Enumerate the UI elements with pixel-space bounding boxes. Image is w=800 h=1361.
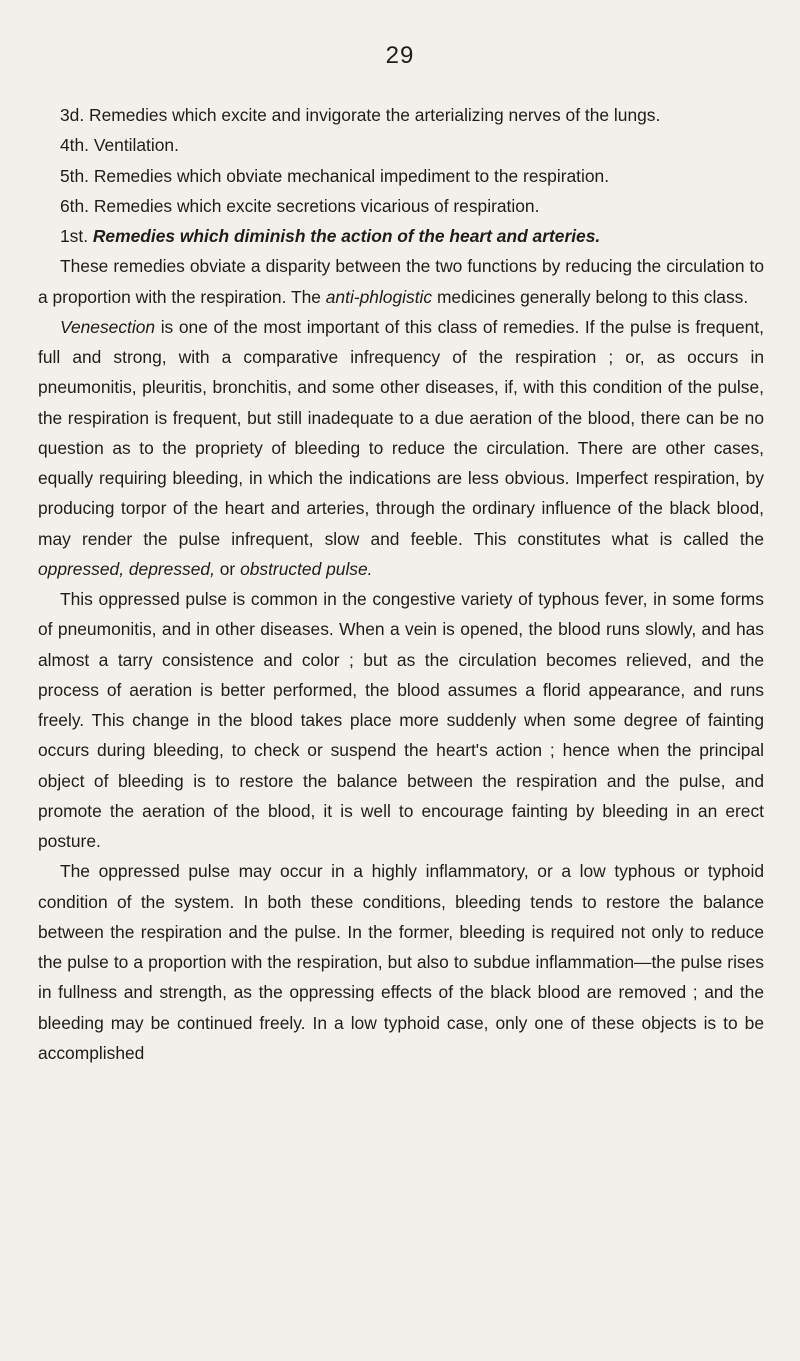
section-heading [38, 221, 764, 251]
italic-term-venesection: Venesection [60, 316, 156, 337]
paragraph-text: is one of the most important of this class of remedies. If the pulse is frequent, full and strong, with a comparative infrequency of the respiration ; or, as occurs in pneumonitis, pleuritis, bronchitis, and some other diseases, if, with this condition of the pulse, the respiration is frequent, but still inadequate to a due aeration of the blood, there can be no question as to the propriety of bleeding to reduce the circulation. There are other cases, equally requiring bleeding, in which the indications are less obvious. Imperfect respiration, by producing torpor of the heart and arteries, through the ordinary influence of the black blood, may render the pulse infrequent, slow and feeble. This constitutes what is called the [38, 316, 764, 549]
page-number: 29 [385, 42, 415, 69]
italic-term-antiphlogistic: anti-phlogistic [325, 286, 433, 307]
section-title: Remedies which diminish the action of the heart and arteries. [92, 226, 601, 246]
remedy-item-3: 3d. Remedies which excite and invigorate the arterializing nerves of the lungs. [60, 105, 661, 125]
paragraph-text: or [214, 558, 241, 579]
paragraph-oppressed-pulse: This oppressed pulse is common in the congestive variety of typhous fever, in some forms of pneumonitis, and in other diseases. When a vein is opened, the blood runs slowly, and has almost a tarry consistence and color ; but as the circulation becomes relieved, and the process of aeration is better performed, the blood assumes a florid appearance, and runs freely. This change in the blood takes place more suddenly when some degree of fainting occurs during bleeding, to check or suspend the heart's action ; hence when the principal object of bleeding is to restore the balance between the respiration and the pulse, and promote the aeration of the blood, it is well to encourage fainting by bleeding in an erect posture. [38, 589, 764, 851]
body-text [38, 100, 764, 1068]
remedy-item-5: 5th. Remedies which obviate mechanical impediment to the respiration. [60, 165, 610, 186]
italic-term-oppressed: oppressed, depressed, [38, 558, 215, 579]
remedy-item-4: 4th. Ventilation. [60, 135, 179, 156]
paragraph-antiphlogistic [38, 251, 764, 312]
paragraph-text: These remedies obviate a disparity between the two functions by reducing the circulation to a proportion with the respiration. The [38, 256, 764, 307]
paragraph-text: medicines generally belong to this class. [432, 286, 749, 307]
remedy-item-6: 6th. Remedies which excite secretions vicarious of respiration. [60, 195, 540, 216]
section-number: 1st. [60, 226, 89, 246]
paragraph-venesection [38, 312, 764, 584]
paragraph-inflammatory: The oppressed pulse may occur in a highly inflammatory, or a low typhous or typhoid condition of the system. In both these conditions, bleeding tends to restore the balance between the respiration and the pulse. In the former, bleeding is required not only to reduce the pulse to a proportion with the respiration, but also to subdue inflammation—the pulse rises in fullness and strength, as the oppressing effects of the black blood are removed ; and the bleeding may be continued freely. In a low typhoid case, only one of these objects is to be accomplished [38, 861, 764, 1063]
italic-term-obstructed: obstructed pulse. [240, 558, 373, 579]
